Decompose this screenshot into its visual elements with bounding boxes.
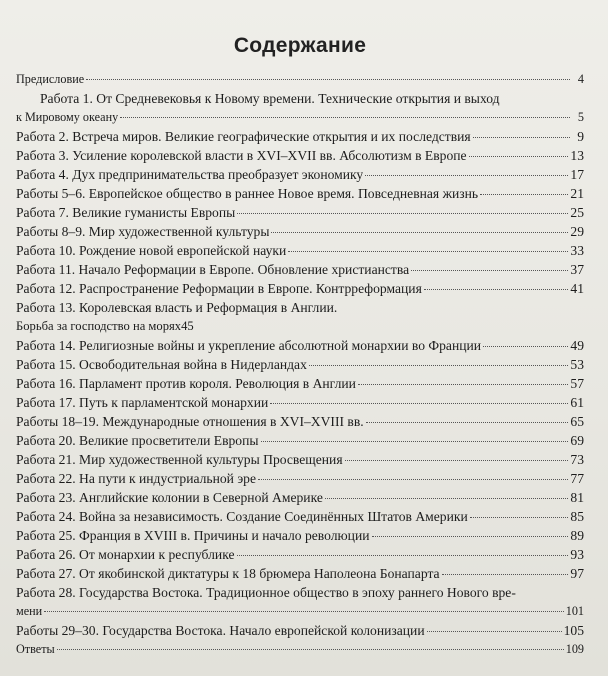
toc-entry — [16, 488, 584, 507]
dot-leader — [57, 649, 564, 650]
toc-entry-label: Работа 21. Мир художественной культуры Просвещения — [16, 452, 343, 467]
toc-entry-page: 29 — [570, 224, 584, 239]
toc-entry — [16, 374, 584, 393]
toc-entry-label: Работа 15. Освободительная война в Нидерландах — [16, 357, 307, 372]
toc-entry — [16, 146, 584, 165]
toc-entry-label: Работа 11. Начало Реформации в Европе. Обновление христианства — [16, 262, 410, 277]
toc-entry — [16, 317, 584, 336]
toc-entry-page: 109 — [565, 642, 584, 656]
toc-entry-page: 37 — [570, 262, 584, 277]
dot-leader — [270, 403, 568, 404]
toc-entry-page: 25 — [570, 205, 584, 220]
toc-entry-label: Работа 17. Путь к парламентской монархии — [16, 395, 269, 410]
toc-entry — [16, 127, 584, 146]
dot-leader — [480, 194, 568, 195]
toc-entry-label: Работа 22. На пути к индустриальной эре — [16, 471, 257, 486]
toc-entry — [16, 412, 584, 431]
toc-entry — [16, 431, 584, 450]
dot-leader — [366, 422, 569, 423]
toc-entry — [16, 640, 584, 659]
toc-entry — [16, 222, 584, 241]
toc-entry-page: 105 — [563, 623, 584, 638]
dot-leader — [470, 517, 569, 518]
toc-entry-page: 85 — [570, 509, 584, 524]
page-title: Содержание — [233, 34, 367, 57]
toc-entry — [16, 545, 584, 564]
toc-entry — [16, 602, 584, 621]
dot-leader — [469, 156, 569, 157]
toc-entry-page: 9 — [577, 129, 584, 144]
toc-entry-label: Предисловие — [16, 72, 85, 86]
toc-entry-page: 21 — [570, 186, 584, 201]
toc-entry-label: Работа 25. Франция в XVIII в. Причины и начало революции — [16, 528, 370, 543]
dot-leader — [345, 460, 569, 461]
toc-entry-label: к Мировому океану — [16, 110, 119, 124]
dot-leader — [365, 175, 568, 176]
toc-entry — [16, 279, 584, 298]
toc-entry — [16, 393, 584, 412]
dot-leader — [237, 555, 569, 556]
toc-entry — [16, 165, 584, 184]
toc-entry-label: Ответы — [16, 642, 55, 656]
toc-entry — [16, 621, 584, 640]
toc-entry-page: 97 — [570, 566, 584, 581]
dot-leader — [411, 270, 568, 271]
dot-leader — [309, 365, 569, 366]
toc-entry — [16, 70, 584, 89]
dot-leader — [442, 574, 569, 575]
dot-leader — [86, 79, 570, 80]
dot-leader — [427, 631, 562, 632]
dot-leader — [473, 137, 570, 138]
dot-leader — [288, 251, 568, 252]
toc-entry — [16, 450, 584, 469]
toc-entry-label: Работа 24. Война за независимость. Создание Соединённых Штатов Америки — [16, 509, 468, 524]
toc-entry — [16, 355, 584, 374]
toc-entry-page: 77 — [570, 471, 584, 486]
toc-entry-page: 41 — [570, 281, 584, 296]
toc-entry-label: Работа 2. Встреча миров. Великие географические открытия и их последствия — [16, 129, 471, 144]
toc-entry-page: 4 — [577, 72, 584, 86]
toc-entry-page: 13 — [570, 148, 584, 163]
toc-entry — [16, 469, 584, 488]
dot-leader — [271, 232, 568, 233]
dot-leader — [358, 384, 569, 385]
toc-entry-page: 45 — [181, 319, 194, 333]
toc-entry-label: мени — [16, 604, 43, 618]
toc-entry-page: 89 — [570, 528, 584, 543]
toc-entry-page: 57 — [570, 376, 584, 391]
toc-entry-page: 73 — [570, 452, 584, 467]
toc-entry-label: Работа 20. Великие просветители Европы — [16, 433, 259, 448]
toc-entry — [16, 298, 584, 317]
toc-entry-label: Работы 5–6. Европейское общество в раннее Новое время. Повседневная жизнь — [16, 186, 479, 201]
toc-entry-label: Работы 18–19. Международные отношения в XVI–XVIII вв. — [16, 414, 364, 429]
toc-entry-label: Работа 3. Усиление королевской власти в XVI–XVII вв. Абсолютизм в Европе — [16, 148, 467, 163]
toc-entry-label: Работа 10. Рождение новой европейской науки — [16, 243, 287, 258]
toc-entry-label: Работа 14. Религиозные войны и укрепление абсолютной монархии во Франции — [16, 338, 482, 353]
toc-entry-page: 5 — [577, 110, 584, 124]
toc-entry-page: 69 — [570, 433, 584, 448]
toc-entry — [16, 336, 584, 355]
toc-entry — [16, 583, 584, 602]
toc-entry-page: 93 — [570, 547, 584, 562]
toc-entry-label: Работа 16. Парламент против короля. Революция в Англии — [16, 376, 356, 391]
dot-leader — [237, 213, 568, 214]
toc-entry-label: Работа 7. Великие гуманисты Европы — [16, 205, 236, 220]
toc-entry-label: Работа 27. От якобинской диктатуры к 18 брюмера Наполеона Бонапарта — [16, 566, 440, 581]
dot-leader — [483, 346, 568, 347]
toc-entry-label: Работа 13. Королевская власть и Реформация в Англии. — [16, 300, 338, 315]
toc-entry-label: Работы 8–9. Мир художественной культуры — [16, 224, 270, 239]
toc-entry-label: Работы 29–30. Государства Востока. Начало европейской колонизации — [16, 623, 425, 638]
dot-leader — [261, 441, 569, 442]
toc-entry-label: Борьба за господство на морях — [16, 319, 182, 333]
toc-entry — [16, 526, 584, 545]
toc-entry-label: Работа 12. Распространение Реформации в Европе. Контрреформация — [16, 281, 422, 296]
dot-leader — [44, 611, 564, 612]
toc-entry-page: 65 — [570, 414, 584, 429]
toc-entry-page: 61 — [570, 395, 584, 410]
toc-entry-label: Работа 4. Дух предпринимательства преобразует экономику — [16, 167, 364, 182]
dot-leader — [120, 117, 570, 118]
toc-entry-label: Работа 1. От Средневековья к Новому времени. Технические открытия и выход — [40, 91, 500, 106]
toc-entry — [16, 108, 584, 127]
toc-entry-page: 81 — [570, 490, 584, 505]
toc-entry-page: 17 — [570, 167, 584, 182]
toc-entry — [16, 260, 584, 279]
toc-entry — [16, 203, 584, 222]
toc-entry — [16, 241, 584, 260]
toc-entry — [16, 89, 584, 108]
dot-leader — [372, 536, 569, 537]
table-of-contents — [16, 70, 584, 659]
toc-entry-page: 53 — [570, 357, 584, 372]
dot-leader — [258, 479, 568, 480]
toc-entry-page: 33 — [570, 243, 584, 258]
toc-entry — [16, 507, 584, 526]
toc-entry-label: Работа 23. Английские колонии в Северной Америке — [16, 490, 323, 505]
dot-leader — [424, 289, 569, 290]
toc-entry — [16, 184, 584, 203]
toc-entry-label: Работа 28. Государства Востока. Традиционное общество в эпоху раннего Нового вре- — [16, 585, 516, 600]
toc-entry-label: Работа 26. От монархии к республике — [16, 547, 235, 562]
toc-entry — [16, 564, 584, 583]
dot-leader — [325, 498, 569, 499]
toc-entry-page: 49 — [570, 338, 584, 353]
toc-entry-page: 101 — [565, 604, 584, 618]
